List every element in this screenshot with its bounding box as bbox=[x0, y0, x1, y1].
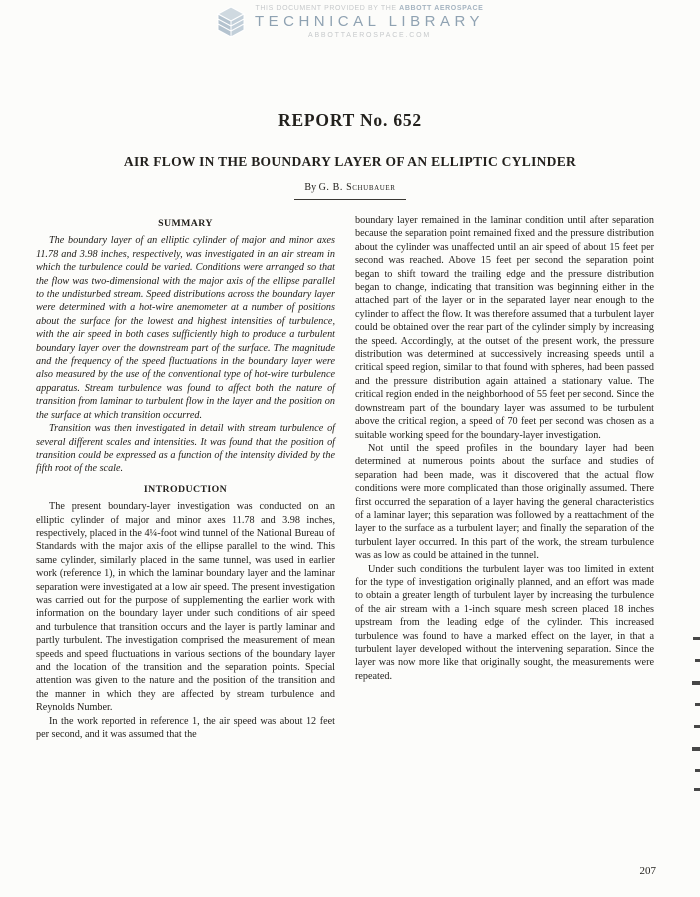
page-title: AIR FLOW IN THE BOUNDARY LAYER OF AN ELLIPTIC CYLINDER bbox=[123, 154, 577, 169]
watermark bbox=[0, 5, 700, 39]
report-number: REPORT No. 652 bbox=[278, 110, 422, 130]
scan-artifact bbox=[695, 769, 700, 772]
left-column bbox=[36, 214, 335, 741]
summary-paragraph: The boundary layer of an elliptic cylinder of major and minor axes 11.78 and 3.98 inches, respectively, was investigated in an air stream in which the turbulence could be varied. Conditions were arranged so that the flow was two-dimensional with the major axis of the ellipse parallel to the undisturbed stream. Speed distributions across the boundary layer were determined with a hot-wire anemometer at a number of positions about the surface for the lowest and highest intensities of turbulence, with the air speed in both cases sufficiently high to produce a turbulent boundary layer over the downstream part of the surface. The magnitude and the frequency of the speed fluctuations in the boundary layer were also measured by the use of the conventional type of hot-wire turbulence apparatus. Stream turbulence was found to affect both the nature of transition from laminar to turbulent flow in the layer and the position on the surface at which transition occurred. bbox=[36, 235, 335, 421]
byline bbox=[0, 182, 700, 193]
summary-paragraph: Transition was then investigated in detail with stream turbulence of several different scales and intensities. It was found that the position of transition could be expressed as a function of the intensity divided by the fifth root of the scale. bbox=[36, 423, 335, 475]
body-paragraph: boundary layer remained in the laminar condition until after separation because the separation point remained fixed and the pressure distribution about the cylinder was unaffected until an air speed of about 15 feet per second was reached. Above 15 feet per second the separation point began to shift toward the trailing edge and the pressure distribution began to change, indicating that transition was beginning either in the attached part of the layer or in the separated layer near enough to the cylinder to affect the flow. It was therefore assumed that a turbulent layer could be obtained over the rear part of the cylinder simply by increasing the speed. Accordingly, at the outset of the present work, the pressure distribution was determined at successively increasing speeds until a critical speed region, similar to that found with spheres, had been passed and the pressure distribution again attained a stationary value. The critical region ended in the neighborhood of 55 feet per second. Since the downstream part of the boundary layer was assumed to be turbulent above the critical region, a speed of 70 feet per second was chosen as a suitable working speed for the boundary-layer investigation. bbox=[355, 215, 655, 441]
watermark-brand-text: ABBOTT AEROSPACE bbox=[399, 5, 484, 12]
watermark-library-title: TECHNICAL LIBRARY bbox=[254, 13, 485, 30]
abbott-aerospace-cube-logo-icon bbox=[216, 5, 246, 39]
scan-artifact bbox=[692, 681, 700, 685]
scan-artifact bbox=[694, 725, 700, 728]
watermark-text-block bbox=[255, 5, 484, 39]
scan-artifact bbox=[693, 637, 700, 640]
watermark-provided-text: THIS DOCUMENT PROVIDED BY THE bbox=[255, 5, 397, 12]
introduction-paragraph: In the work reported in reference 1, the air speed was about 12 feet per second, and it was assumed that the bbox=[36, 715, 335, 741]
watermark-url: ABBOTTAEROSPACE.COM bbox=[307, 32, 431, 39]
watermark-provided-line bbox=[255, 5, 484, 12]
summary-heading: SUMMARY bbox=[158, 218, 213, 229]
right-column bbox=[355, 214, 654, 741]
byline-by-label: By bbox=[304, 182, 317, 193]
page-number: 207 bbox=[639, 865, 656, 877]
body-paragraph: Under such conditions the turbulent layer was too limited in extent for the type of investigation originally planned, and an effort was made to obtain a greater length of turbulent layer by increasing the turbulence of the air stream with a 1-inch square mesh screen placed 18 inches upstream from the leading edge of the cylinder. This increased turbulence was found to have a marked effect on the layer, in that a turbulent layer developed without the intervening separation. Since the layer was now more like that originally sought, the measurements were repeated. bbox=[355, 563, 654, 682]
scan-artifact bbox=[692, 747, 700, 751]
scan-artifact bbox=[694, 788, 700, 791]
scan-artifact bbox=[695, 703, 700, 706]
byline-author: G. B. Schubauer bbox=[318, 182, 396, 193]
article-body bbox=[0, 200, 700, 741]
introduction-heading: INTRODUCTION bbox=[143, 483, 228, 495]
scan-artifact bbox=[695, 659, 700, 662]
body-paragraph: Not until the speed profiles in the boundary layer had been determined at numerous points about the surface and studies of separation had been made, was it discovered that the actual flow conditions were more complicated than those originally assumed. There first occurred the separation of a layer having the general characteristics of a laminar layer; this separation was followed by a reattachment of the layer to the surface as a turbulent layer; and finally the separation of the turbulent layer occurred. In this part of the work, the stream turbulence was as low as could be attained in the tunnel. bbox=[355, 442, 654, 562]
introduction-paragraph: The present boundary-layer investigation was conducted on an elliptic cylinder of major and minor axes 11.78 and 3.98 inches, respectively, placed in the 4¼-foot wind tunnel of the National Bureau of Standards with the major axis of the ellipse parallel to the wind. This same cylinder, similarly placed in the same tunnel, was used in earlier work (reference 1), in which the laminar boundary layer and the laminar separation were investigated at a low air speed. The present investigation was carried out for the purpose of supplementing the earlier work with information on the boundary layer under such conditions of air speed and turbulence that transition occurs and the layer is partly laminar and partly turbulent. The investigation comprised the measurement of mean speeds and speed fluctuations in various sections of the boundary layer and the location of the transition and the separation points. Special attention was given to the nature and the position of the transition and the manner in which they are affected by stream turbulence and Reynolds Number. bbox=[36, 501, 335, 714]
